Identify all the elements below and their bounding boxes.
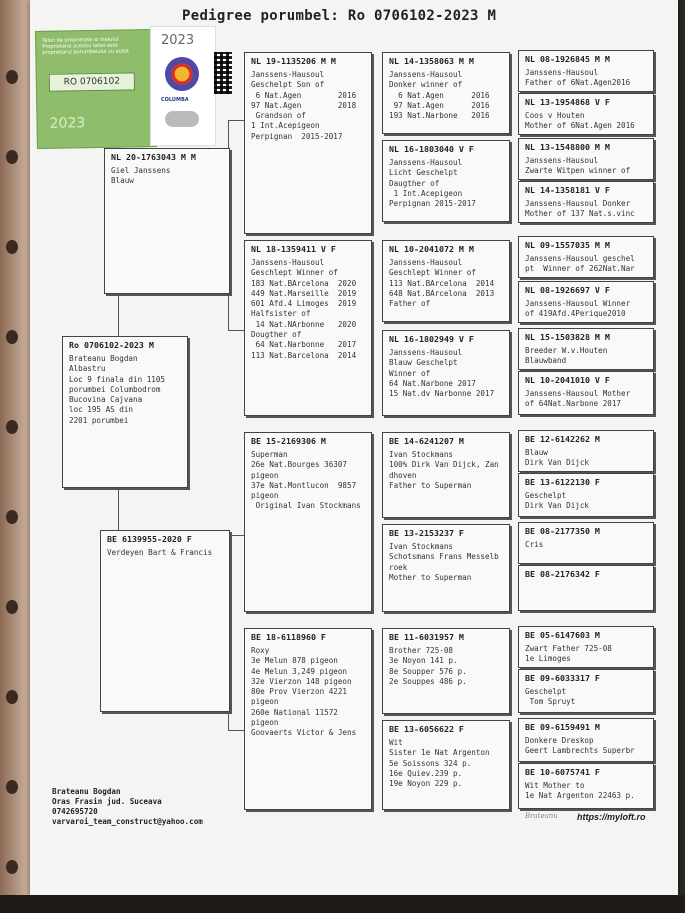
- card-details: Brateanu Bogdan Albastru Loc 9 finala din 1105 porumbei Columbodrom Bucovina Cajvana loc 195 AS din 2201 porumbei: [69, 354, 166, 425]
- connector-line: [372, 290, 373, 385]
- great-grandparent-card: [382, 140, 510, 222]
- ring-number: BE 13-6122130 F: [525, 477, 600, 487]
- dam-card: [100, 530, 230, 712]
- binder-hole: [6, 780, 18, 794]
- connector-line: [228, 120, 244, 121]
- sticker-year: 2023: [49, 115, 86, 132]
- ring-number: NL 15-1503828 M M: [525, 332, 610, 342]
- ring-number: NL 13-1954868 V F: [525, 97, 610, 107]
- ring-number: NL 08-1926697 V F: [525, 285, 610, 295]
- card-details: Superman 26e Nat.Bourges 36307 pigeon 37e Nat.Montlucon 9857 pigeon Original Ivan Stockmans: [251, 450, 361, 511]
- ancestor-card: [518, 763, 654, 809]
- connector-line: [228, 535, 244, 536]
- ring-number: BE 09-6159491 M: [525, 722, 600, 732]
- ring-number: NL 13-1548800 M M: [525, 142, 610, 152]
- ancestor-card: [518, 565, 654, 611]
- ring-number: BE 13-2153237 F: [389, 528, 464, 538]
- binder-hole: [6, 240, 18, 254]
- card-details: Verdeyen Bart & Francis: [107, 548, 213, 557]
- ancestor-card: [518, 473, 654, 517]
- ancestor-card: [518, 281, 654, 323]
- card-details: Geschelpt Dirk Van Dijck: [525, 491, 590, 511]
- connector-line: [372, 680, 373, 770]
- subject-pigeon-card: [62, 336, 188, 488]
- card-details: Janssens-Hausoul Father of 6Nat.Agen2016: [525, 68, 631, 88]
- ancestor-card: [518, 522, 654, 564]
- grandparent-card: [244, 432, 372, 612]
- connector-line: [228, 730, 244, 731]
- card-details: Janssens-Hausoul Donker winner of 6 Nat.Agen 2016 97 Nat.Agen 2016 193 Nat.Narbone 2016: [389, 70, 490, 121]
- ring-number: NL 16-1803040 V F: [389, 144, 474, 154]
- ancestor-card: [518, 626, 654, 668]
- ring-number: NL 20-1763043 M M: [111, 152, 196, 162]
- ancestor-card: [518, 328, 654, 370]
- ring-number: BE 10-6075741 F: [525, 767, 600, 777]
- columba-logo-icon: [165, 57, 199, 91]
- ring-number: BE 18-6118960 F: [251, 632, 326, 642]
- connector-line: [372, 90, 373, 185]
- connector-line: [372, 480, 373, 570]
- card-details: Ivan Stockmans 100% Dirk Van Dijck, Zan dhoven Father to Superman: [389, 450, 499, 490]
- card-details: Roxy 3e Melun 878 pigeon 4e Melun 3,249 pigeon 32e Vierzon 148 pigeon 80e Prov Vierzon 4221 pigeon 260e National 11572 pigeon Goovaerts Victor & Jens: [251, 646, 357, 738]
- card-details: Breeder W.v.Houten Blauwband: [525, 346, 608, 366]
- ring-number: NL 16-1802949 V F: [389, 334, 474, 344]
- card-details: Coos v Houten Mother of 6Nat.Agen 2016: [525, 111, 635, 131]
- ancestor-card: [518, 718, 654, 762]
- card-details: Giel Janssens Blauw: [111, 166, 171, 186]
- card-details: Janssens-Hausoul Winner of 419Afd.4Perique2010: [525, 299, 631, 319]
- ring-number: BE 11-6031957 M: [389, 632, 464, 642]
- ring-number: BE 08-2176342 F: [525, 569, 600, 579]
- signature: Brateanu: [525, 812, 558, 820]
- ancestor-card: [518, 430, 654, 472]
- great-grandparent-card: [382, 52, 510, 134]
- card-details: Janssens-Hausoul Licht Geschelpt Daugther of 1 Int.Acepigeon Perpignan 2015-2017: [389, 158, 476, 209]
- card-details: Blauw Dirk Van Dijck: [525, 448, 590, 468]
- ring-number: NL 08-1926845 M M: [525, 54, 610, 64]
- ring-number: NL 10-2041072 M M: [389, 244, 474, 254]
- sticker-ring-number: RO 0706102: [49, 72, 135, 91]
- sticker-header: Talon de proprietate al Inelului Proprietarul acestui talon este proprietarul porumbelului cu acest: [42, 36, 130, 56]
- connector-line: [118, 488, 119, 530]
- table-surface: [0, 895, 685, 913]
- ring-ownership-sticker: [35, 29, 157, 149]
- qr-code-icon: [214, 52, 232, 94]
- binder-hole: [6, 150, 18, 164]
- ancestor-card: [518, 50, 654, 92]
- binder-hole: [6, 70, 18, 84]
- ancestor-card: [518, 371, 654, 415]
- columba-sticker: [150, 26, 216, 146]
- card-details: Wit Sister 1e Nat Argenton 5e Soissons 324 p. 16e Quiev.239 p. 19e Noyon 229 p.: [389, 738, 490, 789]
- ring-number: BE 14-6241207 M: [389, 436, 464, 446]
- ring-number: BE 12-6142262 M: [525, 434, 600, 444]
- great-grandparent-card: [382, 720, 510, 810]
- grandparent-card: [244, 628, 372, 810]
- grandparent-card: [244, 52, 372, 234]
- card-details: Janssens-Hausoul Blauw Geschelpt Winner of 64 Nat.Narbone 2017 15 Nat.dv Narbonne 2017: [389, 348, 495, 399]
- card-details: Janssens-Hausoul Geschlept Winner of 183 Nat.BArcelona 2020 449 Nat.Marseille 2019 601 Afd.4 Limoges 2019 Halfsister of 14 Nat.NArbonne 2020 Dougther of 64 Nat.Narbonne 2017 113 Nat.Barcelona 2014: [251, 258, 357, 360]
- ring-number: BE 09-6033317 F: [525, 673, 600, 683]
- page-title: Pedigree porumbel: Ro 0706102-2023 M: [182, 8, 497, 24]
- ring-number: NL 10-2041010 V F: [525, 375, 610, 385]
- grandparent-card: [244, 240, 372, 416]
- ring-number: BE 15-2169306 M: [251, 436, 326, 446]
- card-details: Brother 725-08 3e Noyon 141 p. 8e Soupper 576 p. 2e Souppes 486 p.: [389, 646, 467, 686]
- ancestor-card: [518, 669, 654, 713]
- great-grandparent-card: [382, 330, 510, 416]
- great-grandparent-card: [382, 240, 510, 322]
- sticker-year-label: 2023: [161, 33, 195, 48]
- sire-card: [104, 148, 230, 294]
- card-details: Wit Mother to 1e Nat Argenton 22463 p.: [525, 781, 635, 801]
- card-details: Janssens-Hausoul Zwarte Witpen winner of: [525, 156, 631, 176]
- ring-number: NL 14-1358181 V F: [525, 185, 610, 195]
- ring-number: NL 09-1557035 M M: [525, 240, 610, 250]
- card-details: Janssens-Hausoul Mother of 64Nat.Narbone 2017: [525, 389, 631, 409]
- great-grandparent-card: [382, 432, 510, 518]
- ring-number: BE 13-6056622 F: [389, 724, 464, 734]
- binder-hole: [6, 420, 18, 434]
- ring-number: NL 18-1359411 V F: [251, 244, 336, 254]
- ancestor-card: [518, 236, 654, 278]
- ring-number: BE 6139955-2020 F: [107, 534, 192, 544]
- great-grandparent-card: [382, 524, 510, 612]
- ring-number: NL 14-1358063 M M: [389, 56, 474, 66]
- ring-number: BE 05-6147603 M: [525, 630, 600, 640]
- card-details: Zwart Father 725-08 1e Limoges: [525, 644, 612, 664]
- card-details: Janssens-Hausoul Donker Mother of 137 Nat.s.vinc: [525, 199, 635, 219]
- ancestor-card: [518, 181, 654, 223]
- rings-icon: [165, 111, 199, 127]
- card-details: Janssens-Hausoul Geschlept Winner of 113 Nat.BArcelona 2014 648 Nat.BArcelona 2013 Father of: [389, 258, 495, 309]
- card-details: Donkere Dreskop Geert Lambrechts Superbr: [525, 736, 635, 756]
- website-link[interactable]: https://myloft.ro: [577, 812, 646, 822]
- ancestor-card: [518, 138, 654, 180]
- binder-hole: [6, 330, 18, 344]
- card-details: [519, 581, 653, 583]
- card-details: Janssens-Hausoul geschel pt Winner of 262Nat.Nar: [525, 254, 635, 274]
- binder-hole: [6, 860, 18, 874]
- card-details: Geschelpt Tom Spruyt: [525, 687, 576, 707]
- owner-contact: Brateanu Bogdan Oras Frasin jud. Suceava 0742695720 varvaroi_team_construct@yahoo.com: [52, 787, 203, 826]
- binder-hole: [6, 510, 18, 524]
- ring-number: NL 19-1135206 M M: [251, 56, 336, 66]
- card-details: Cris: [525, 540, 544, 549]
- great-grandparent-card: [382, 628, 510, 714]
- ring-number: BE 08-2177350 M: [525, 526, 600, 536]
- card-details: Ivan Stockmans Schotsmans Frans Messelb roek Mother to Superman: [389, 542, 499, 582]
- connector-line: [228, 330, 244, 331]
- binder-hole: [6, 690, 18, 704]
- card-details: Janssens-Hausoul Geschelpt Son of 6 Nat.Agen 2016 97 Nat.Agen 2018 Grandson of 1 Int.Acepigeon Perpignan 2015-2017: [251, 70, 357, 141]
- columba-brand: COLUMBA: [161, 97, 189, 103]
- binder-hole: [6, 600, 18, 614]
- ancestor-card: [518, 93, 654, 135]
- ring-number: Ro 0706102-2023 M: [69, 340, 154, 350]
